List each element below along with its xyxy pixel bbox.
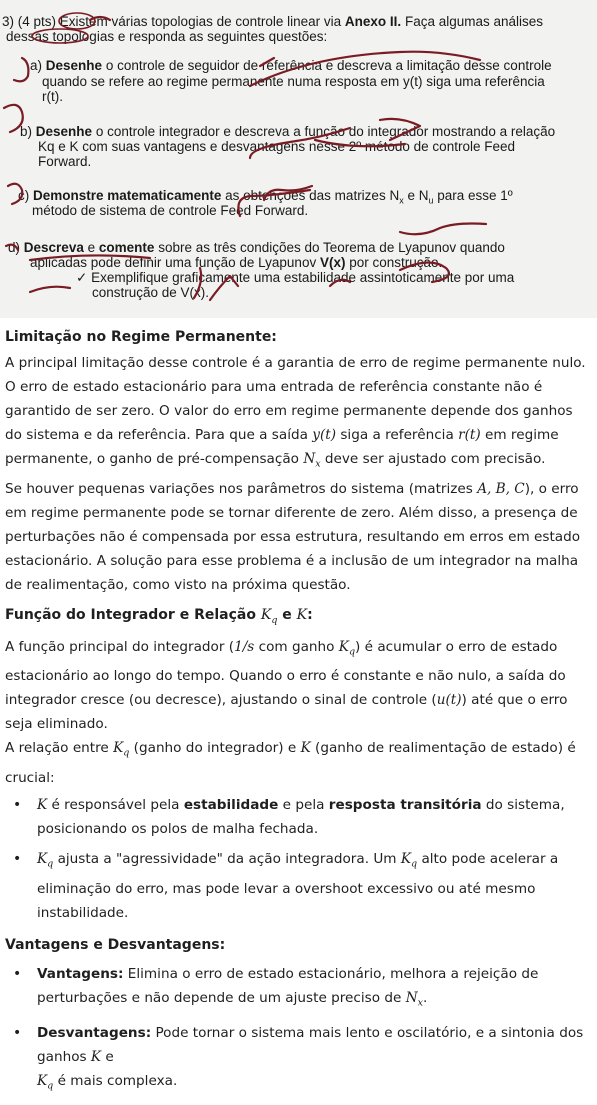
math-K: K [37, 796, 48, 813]
exam-text-bold: Demonstre matematicamente [33, 188, 222, 203]
exam-text-bold: V(x) [319, 255, 346, 270]
paragraph-integrador-2 [5, 736, 593, 790]
question-b-line-3: Forward. [38, 154, 92, 169]
exam-intro-line-1 [2, 14, 543, 29]
math-subscript: q [47, 1081, 54, 1093]
question-label: c) [18, 188, 30, 203]
text: (ganho de realimentação de estado) é crucial: [5, 740, 576, 786]
question-a-line-3: r(t). [42, 89, 63, 104]
text: Função do Integrador e Relação [5, 606, 261, 623]
paragraph-limitacao-1 [5, 351, 593, 477]
math-subscript: q [348, 646, 356, 658]
question-d-line-1 [8, 240, 505, 255]
text: ) até que o erro seja eliminado. [5, 692, 568, 733]
math-subscript: q [123, 747, 130, 759]
checkmark-icon: ✓ [76, 270, 88, 285]
text: deve ser ajustado com precisão. [320, 451, 546, 467]
exam-text: e N [407, 188, 429, 203]
text: e [277, 606, 297, 623]
exam-text-bold: Desenhe [45, 58, 103, 73]
exam-text: sobre as três condições do Teorema de Lyapunov quando [158, 240, 505, 255]
paragraph-integrador-1 [5, 635, 593, 737]
math-N: N [303, 451, 316, 467]
question-b-line-1 [20, 124, 555, 139]
text: alto pode acelerar a eliminação do erro, mas pode levar a overshoot excessivo ou até mesmo instabilidade. [37, 850, 559, 921]
math-r-t: r(t) [458, 427, 481, 443]
math-K: K [37, 1073, 48, 1090]
text: A principal limitação desse controle é a garantia de erro de regime permanente nulo. O erro de estado estacionário para uma entrada de referência constante não é garantido de ser zero. O valor do erro em regime permanente depende dos ganhos do sistema e da referência. Para que a saída [5, 355, 586, 443]
answer-content [5, 323, 593, 1105]
text: com ganho [254, 638, 339, 655]
paragraph-limitacao-2 [5, 477, 593, 597]
text: Pode tornar o sistema mais lento e oscilatório, e a sintonia dos ganhos [37, 1025, 584, 1066]
question-a-line-2: quando se refere ao regime permanente numa resposta em y(t) siga uma referência [42, 74, 545, 89]
ink-stroke [400, 224, 486, 235]
math-K: K [113, 740, 124, 757]
math-fraction: 1/s [234, 638, 255, 655]
text: (ganho do integrador) e [129, 740, 301, 757]
text: ) é acumular o erro de estado estacionário ao longo do tempo. Quando o erro é constante e não nulo, a saída do integrador cresce (ou decresce), ajustando o sinal de controle ( [5, 638, 566, 709]
math-K: K [400, 850, 412, 867]
math-K: K [300, 740, 311, 757]
math-N: N [405, 989, 418, 1006]
math-K: K [338, 638, 349, 655]
text: siga a referência [336, 427, 459, 443]
exam-intro-line-2: dessas topologias e responda as seguintes questões: [6, 29, 328, 44]
text: : [307, 606, 313, 623]
list-item [37, 962, 593, 1016]
list-item [37, 793, 593, 841]
exam-sheet-scan [0, 0, 597, 318]
exam-text-bold: comente [98, 240, 155, 255]
text: A relação entre [5, 740, 114, 757]
list-item [37, 1021, 593, 1099]
exam-text-bold: Anexo II. [344, 14, 402, 29]
question-b-line-2: Kq e K com suas vantagens e desvantagens nesse 2º método de controle Feed [38, 139, 515, 154]
text: Elimina o erro de estado estacionário, melhora a rejeição de perturbações e não depende de um ajuste preciso de [37, 965, 539, 1006]
subscript: x [399, 195, 404, 206]
math-matrices: A, B, C [477, 480, 525, 497]
question-label: a) [30, 58, 43, 73]
question-label: b) [20, 124, 33, 139]
math-y-t: y(t) [312, 427, 337, 443]
math-subscript: q [411, 858, 418, 870]
list-integrador [5, 793, 593, 925]
text: A função principal do integrador ( [5, 638, 235, 655]
ink-stroke [30, 287, 70, 292]
text-bold: estabilidade [183, 796, 279, 813]
exam-text: o controle integrador e descreva a função do integrador mostrando a relação [95, 124, 556, 139]
section-title-limitacao: Limitação no Regime Permanente: [5, 329, 277, 345]
section-title-integrador [5, 601, 593, 635]
question-label: d) [8, 240, 21, 255]
ink-bracket-mark [14, 58, 28, 81]
list-vantagens [5, 962, 593, 1099]
exam-text: aplicadas pode definir uma função de Lyapunov [30, 255, 317, 270]
text-bold: Desvantagens: [37, 1025, 152, 1042]
exam-text: Exemplifique graficamente uma estabilidade assintoticamente por uma [91, 270, 515, 285]
exam-text: as obtenções das matrizes N [225, 188, 400, 203]
text: ), o erro em regime permanente pode se tornar diferente de zero. Além disso, a presença de perturbações não é compensada por essa estrutura, resultando em erros em estado estacionário. A solução para esse problema é a inclusão de um integrador na malha de realimentação, como visto na próxima questão. [5, 480, 581, 593]
text: em regime permanente, o ganho de pré-compensação [5, 427, 559, 467]
section-title-vantagens: Vantagens e Desvantagens: [5, 936, 226, 953]
text: e pela [278, 796, 329, 813]
exam-text: para esse 1º [437, 188, 513, 203]
exam-text-bold: Desenhe [35, 124, 93, 139]
list-item [37, 847, 593, 925]
text: e [101, 1049, 114, 1066]
exam-text: por construção. [349, 255, 443, 270]
question-d-line-3 [76, 270, 514, 285]
text-bold: resposta transitória [328, 796, 482, 813]
subscript: u [428, 195, 434, 206]
text-bold: Vantagens: [37, 965, 124, 982]
exam-text: Faça algumas análises [404, 14, 544, 29]
math-subscript: x [417, 997, 423, 1009]
text: do sistema, posicionando os polos de malha fechada. [37, 796, 565, 837]
exam-text: o controle de seguidor de referência e descreva a limitação desse controle [105, 58, 552, 73]
question-a-line-1 [30, 58, 552, 73]
question-c-line-2: método de sistema de controle Feed Forward. [32, 203, 309, 218]
question-d-line-2 [30, 255, 442, 270]
text: ajusta a "agressividade" da ação integradora. Um [53, 850, 401, 867]
math-K: K [90, 1049, 102, 1066]
question-d-line-4: construção de V(x). [92, 285, 210, 300]
text: Se houver pequenas variações nos parâmetros do sistema (matrizes [5, 480, 478, 497]
exam-text-bold: Descreva [23, 240, 84, 255]
math-K: K [296, 606, 308, 623]
math-subscript: x [315, 458, 321, 470]
math-K: K [37, 850, 48, 867]
exam-text: 3) (4 pts) Existem várias topologias de controle linear via [2, 14, 342, 29]
math-u-t: u(t) [436, 692, 462, 709]
text: . [422, 989, 428, 1006]
text: é responsável pela [47, 796, 184, 813]
math-K: K [260, 606, 272, 623]
math-subscript: q [271, 614, 278, 626]
text: é mais complexa. [53, 1073, 178, 1090]
exam-text: e [87, 240, 96, 255]
math-subscript: q [47, 858, 54, 870]
